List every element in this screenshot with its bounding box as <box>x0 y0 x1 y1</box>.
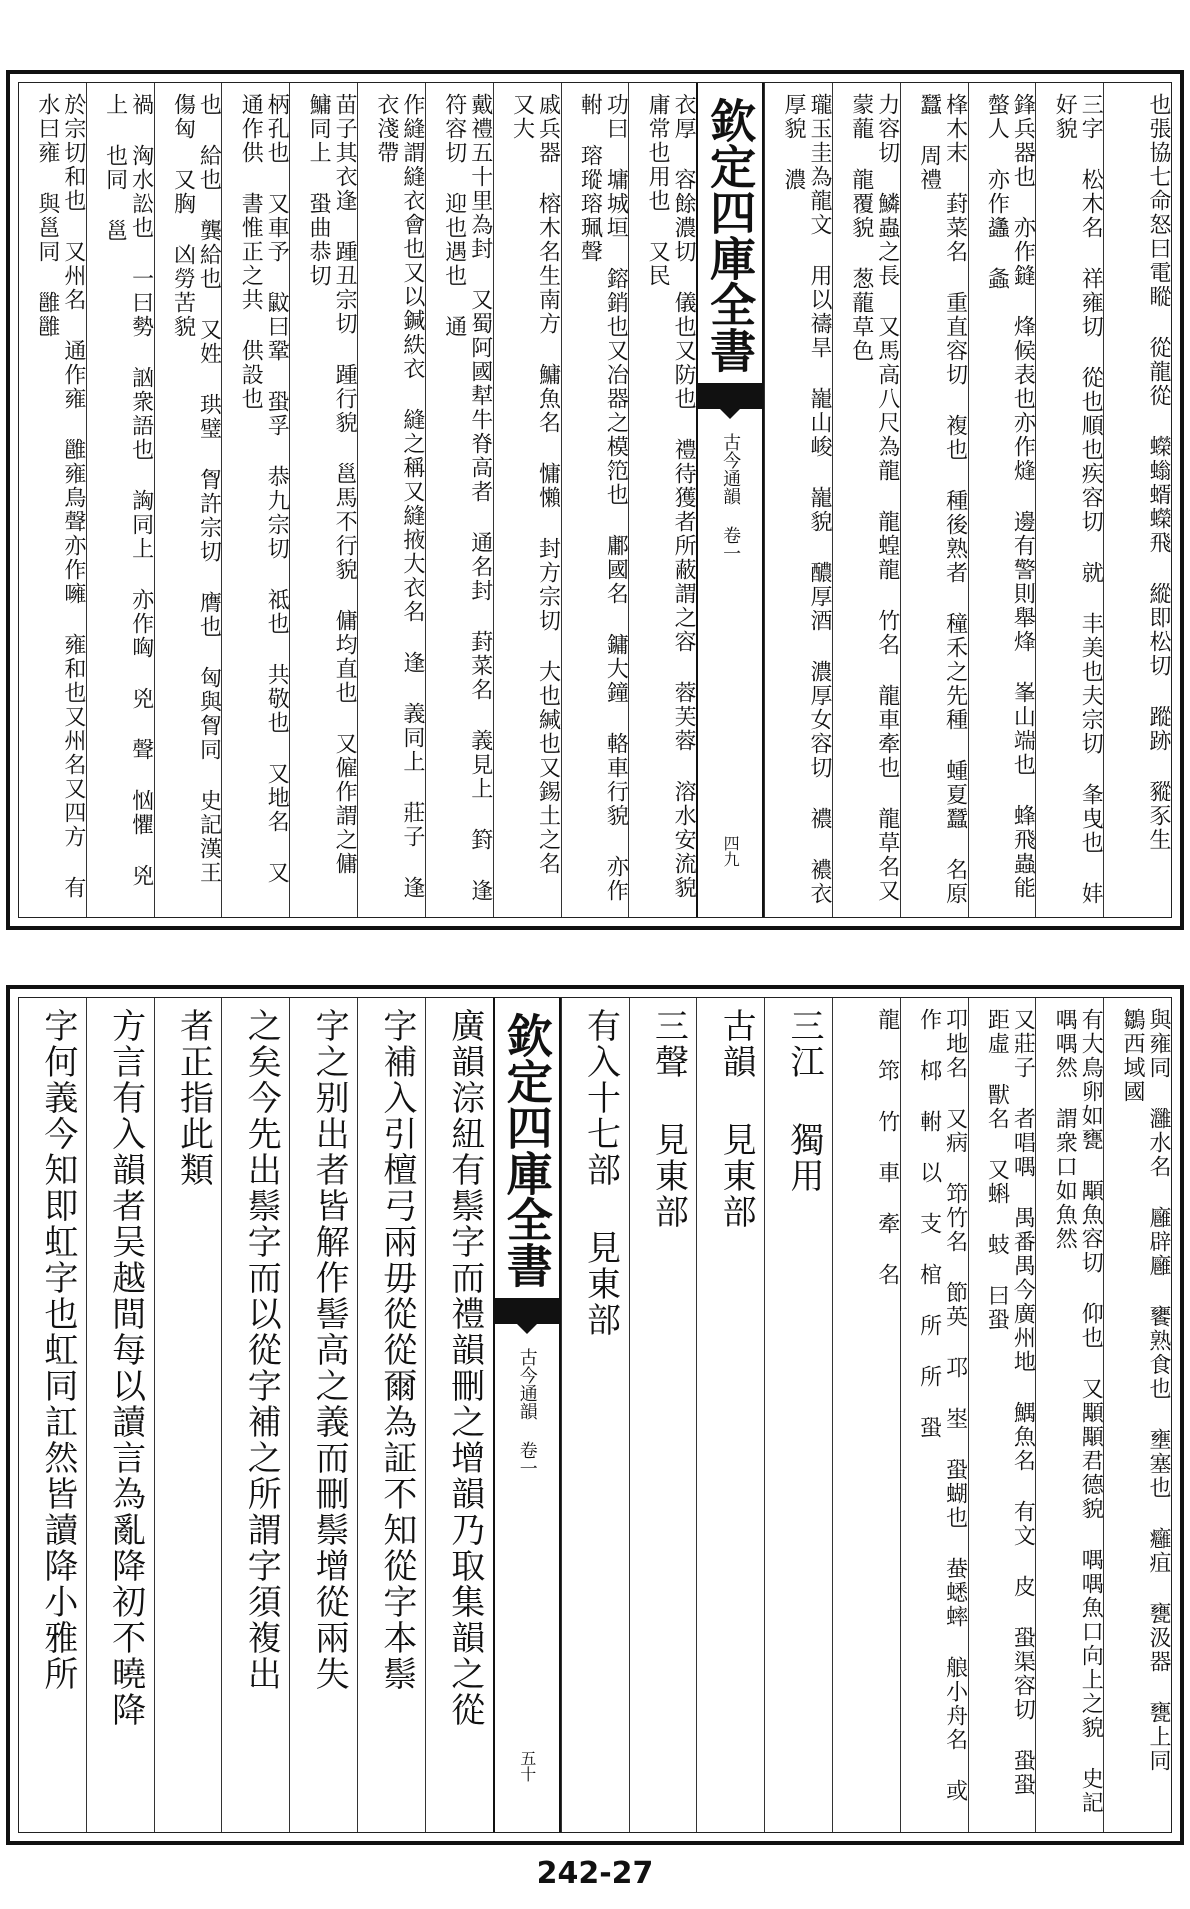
text-column: 字之别出者皆解作髻高之義而刪鬃增從兩失 <box>289 998 357 1832</box>
text-column: 者正指此類 <box>154 998 222 1832</box>
lower-page <box>6 985 1184 1845</box>
text-column: 戴禮五十里為封 又蜀阿國犎牛脊高者 通名封 葑菜名 義見上 篈 逢符容切 迎也遇也 通 <box>425 83 493 917</box>
text-column: 三江 獨用 <box>764 998 832 1832</box>
text-column: 之矣今先出鬃字而以從字補之所謂字須複出 <box>221 998 289 1832</box>
text-column: 字補入引檀弓兩毋從從爾為証不知從字本鬃 <box>357 998 425 1832</box>
text-column: 於宗切和也 又州名 通作雍 雝雍鳥聲亦作噰 雍和也又州名又四方 有水曰雍 與邕同 雝雝 <box>34 93 86 900</box>
text-column: 鋒兵器也 亦作鏠 烽候表也亦作熢 邊有警則舉烽 峯山端也 蜂飛蟲能螫人 亦作蠭 螽 <box>968 83 1036 917</box>
text-column: 桻木末 葑菜名 重直容切 複也 種後熟者 穜禾之先種 蝩夏蠶 名原蠶 周禮 <box>900 83 968 917</box>
text-column: 戚兵器 榕木名生南方 鱅魚名 慵懶 封方宗切 大也緘也又錫土之名 又大 <box>493 83 561 917</box>
text-column: 功曰 墉城垣 鎔銷也又冶器之模笵也 鄘國名 鏞大鐘 輅車行貌 亦作軵 瑢瑽瑢珮聲 <box>561 83 629 917</box>
fishtail-notch <box>716 405 744 419</box>
leaf-number: 四九 <box>721 835 741 867</box>
text-column: 衣厚 容餘濃切 儀也又防也 禮待獲者所蔽謂之容 蓉芙蓉 溶水安流貌 庸常也用也 又民 <box>628 83 696 917</box>
text-column: 方言有入韻者吴越間每以讀言為亂降初不曉降 <box>86 998 154 1832</box>
text-column: 與雍同 灉水名 廱辟廱 饔熟食也 壅塞也 癰疽 甕汲器 甕上同 鶵西域國 <box>1103 998 1171 1832</box>
book-title: 欽定四庫全書 <box>499 1012 554 1288</box>
text-column: 力容切 鱗蟲之長 又馬高八尺為龍 龍蝗龍 竹名 龍車牽也 龍草名又蒙蘢 龍覆貌 葱蘢草色 <box>832 83 900 917</box>
upper-columns <box>19 83 1171 917</box>
lower-columns <box>19 998 1171 1832</box>
volume-label: 古今通韻 卷一 <box>720 433 742 562</box>
scan-page-number: 242-27 <box>536 1856 654 1891</box>
text-column: 也 給也 龔給也 又姓 珙璧 胷許宗切 膺也 匈與胷同 史記漢王傷匈 又胸 凶勞苦貌 <box>154 83 222 917</box>
text-column: 也張協七命怒曰電瞛 從龍從 蠑螉蝑蠑飛 縱即松切 蹤跡 豵豕生 <box>1103 83 1171 917</box>
text-column: 龍 筇 竹 車 牽 名 <box>832 998 900 1832</box>
text-column: 三聲 見東部 <box>629 998 697 1832</box>
text-column: 禍 洶水訟也 一曰勢 訩衆語也 詾同上 亦作哅 兇 聲 忷懼 兇 上 也同 邕 <box>86 83 154 917</box>
text-column: 三字 松木名 祥雍切 從也順也疾容切 就 丰美也夫宗切 夆曳也 妦好貌 <box>1035 83 1103 917</box>
text-column: 字何義今知即虹字也虹同訌然皆讀降小雅所 <box>37 1008 78 1692</box>
book-title: 欽定四庫全書 <box>703 97 758 373</box>
text-column: 作縫謂縫衣會也又以鍼紩衣 縫之稱又縫掖大衣名 逢 義同上 莊子 逢衣淺帶 <box>357 83 425 917</box>
fishtail-center-band <box>493 998 561 1832</box>
text-column: 柄孔也 又車予 鼤曰鞏 蛩孚 恭九宗切 祗也 共敬也 又地名 又通作供 書惟正之共 供設也 <box>221 83 289 917</box>
upper-page <box>6 70 1184 930</box>
volume-label: 古今通韻 卷一 <box>516 1348 538 1477</box>
text-column: 苗子其衣逢 踵丑宗切 踵行貌 邕馬不行貌 傭均直也 又僱作謂之傭 鱅同上 蛩曲恭切 <box>289 83 357 917</box>
text-column: 瓏玉圭為龍文 用以禱旱 巃山峻 巃貌 醲厚酒 濃厚女容切 禯 襛衣厚貌 濃 <box>764 83 832 917</box>
text-column: 有入十七部 見東部 <box>561 998 629 1832</box>
text-column: 有大鳥卵如甕 顒魚容切 仰也 又顒顒君德貌 喁喁魚口向上之貌 史記喁喁然 謂衆口如魚然 <box>1035 998 1103 1832</box>
text-column: 又莊子 者唱喁 禺番禺今廣州地 鰅魚名 有文 皮 蛩渠容切 蛩蛩 距虛 獸名 又蝌 蚑 曰蛩 <box>968 998 1036 1832</box>
text-column: 廣韻淙紐有鬃字而禮韻刪之增韻乃取集韻之從 <box>425 998 493 1832</box>
fishtail-center-band <box>696 83 764 917</box>
text-column: 卭地名 又病 笻竹名 節英 邛 埊 蛩蝴也 蛬蟋蟀 艆小舟名 或作 桏 軵 以 支 棺 所 所 蛩 <box>900 998 968 1832</box>
text-column: 古韻 見東部 <box>696 998 764 1832</box>
leaf-number: 五十 <box>517 1750 537 1782</box>
fishtail-notch <box>513 1320 541 1334</box>
